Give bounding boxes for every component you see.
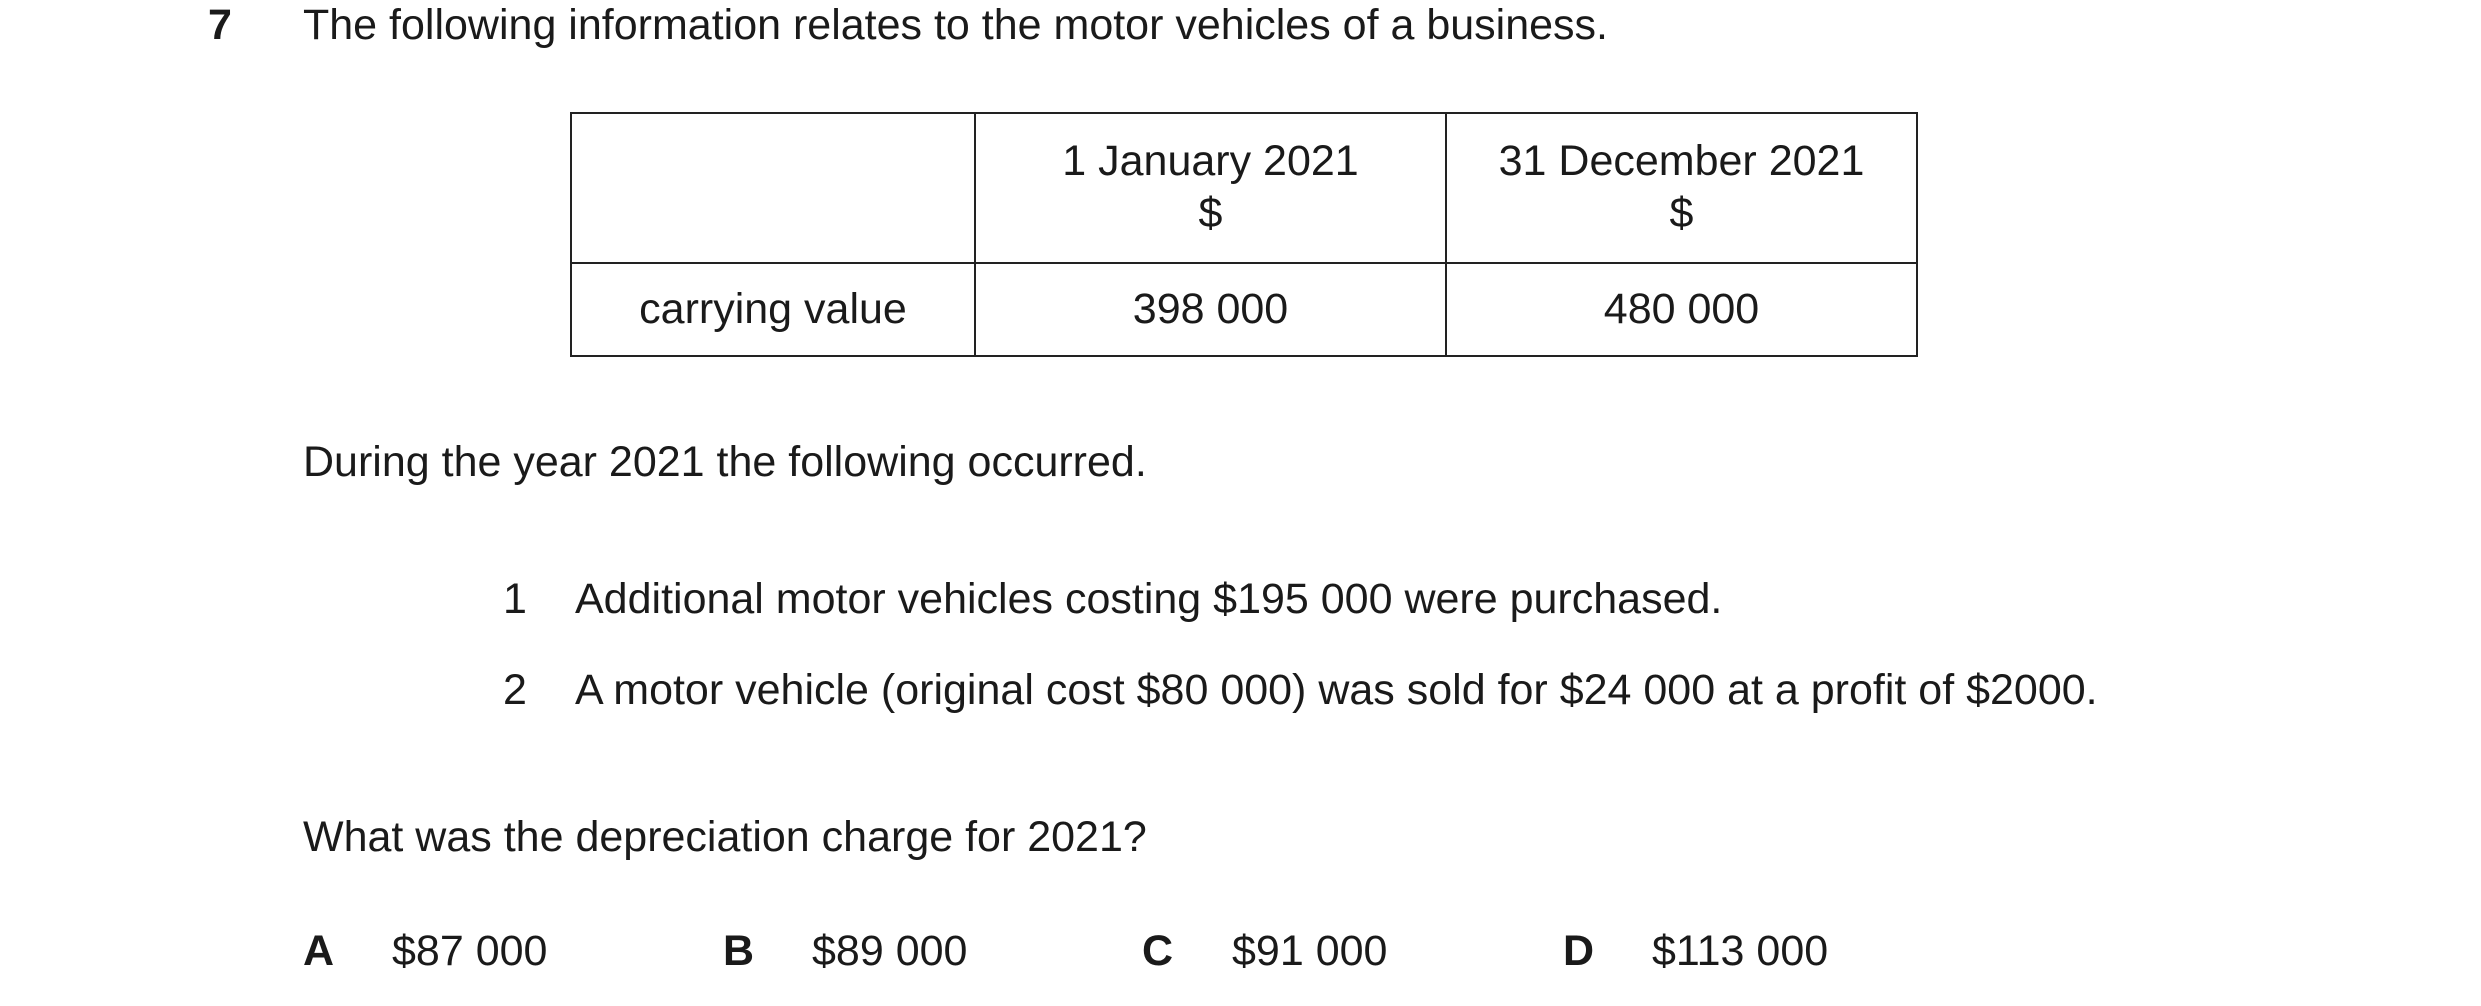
event-text: A motor vehicle (original cost $80 000) was sold for $24 000 at a profit of $2000. [575, 666, 2098, 714]
option-d-value[interactable]: $113 000 [1652, 927, 1829, 975]
event-number: 2 [503, 666, 527, 714]
option-a-letter[interactable]: A [303, 927, 335, 975]
option-a-value[interactable]: $87 000 [392, 927, 548, 975]
question-prompt: What was the depreciation charge for 2021? [303, 813, 1147, 861]
event-text: Additional motor vehicles costing $195 000 were purchased. [575, 575, 1723, 623]
table-header-empty-cell [571, 113, 975, 263]
table-header-cell [975, 113, 1446, 263]
option-b-value[interactable]: $89 000 [812, 927, 968, 975]
option-c-letter[interactable]: C [1142, 927, 1174, 975]
event-number: 1 [503, 575, 527, 623]
option-d-letter[interactable]: D [1563, 927, 1595, 975]
carrying-value-end: 480 000 [1446, 263, 1917, 356]
option-c-value[interactable]: $91 000 [1232, 927, 1388, 975]
header-date-start: 1 January 2021 [1062, 137, 1359, 186]
header-date-end: 31 December 2021 [1498, 137, 1865, 186]
row-label-carrying-value: carrying value [571, 263, 975, 356]
table-header-row [571, 113, 1917, 263]
during-year-text: During the year 2021 the following occurred. [303, 438, 1147, 486]
question-number: 7 [208, 1, 232, 49]
table-header-cell [1446, 113, 1917, 263]
table-row [571, 263, 1917, 356]
carrying-value-start: 398 000 [975, 263, 1446, 356]
motor-vehicles-table [570, 112, 1918, 357]
header-unit-end: $ [1669, 189, 1694, 237]
option-b-letter[interactable]: B [723, 927, 755, 975]
question-intro: The following information relates to the motor vehicles of a business. [303, 1, 1608, 49]
header-unit-start: $ [1198, 189, 1223, 237]
